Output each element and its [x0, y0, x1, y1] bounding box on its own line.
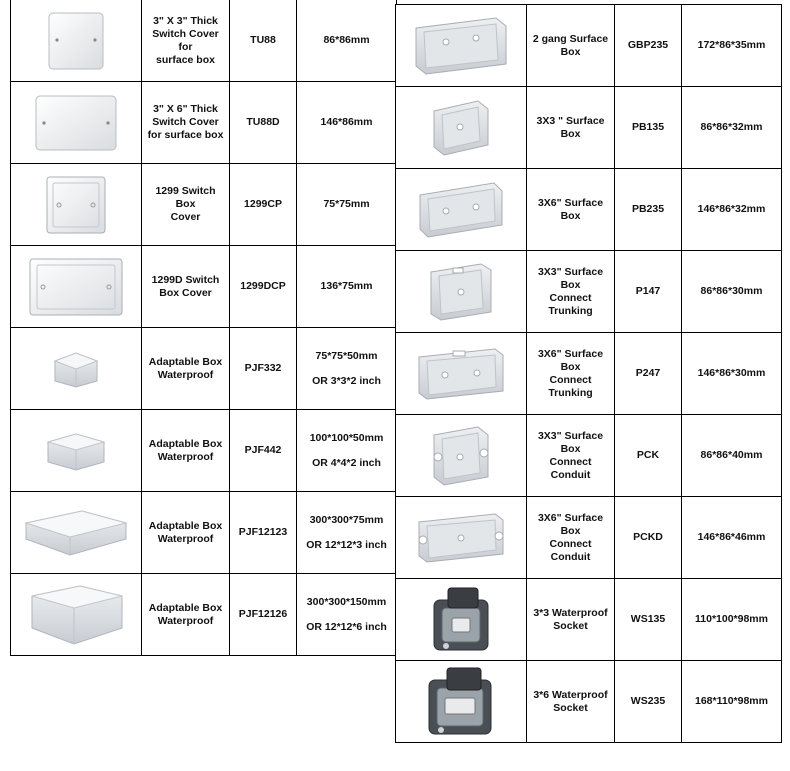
- left-row: [11, 328, 397, 410]
- right-row: [396, 169, 782, 251]
- product-size: [682, 87, 782, 169]
- product-name-line: 3X6" Surface: [537, 196, 604, 209]
- left-row: [11, 82, 397, 164]
- product-size-line: 86*86*40mm: [700, 449, 763, 461]
- product-size: [682, 661, 782, 743]
- product-name: [142, 164, 230, 246]
- product-code: PJF442: [230, 410, 297, 492]
- left-row: [11, 492, 397, 574]
- product-code: P147: [615, 251, 682, 333]
- product-size: [297, 0, 397, 82]
- product-name: [527, 5, 615, 87]
- product-name-line: 3X6" Surface: [537, 511, 604, 524]
- product-name: [527, 87, 615, 169]
- product-code: PCKD: [615, 497, 682, 579]
- adaptable-box-medium-image: [11, 410, 142, 492]
- product-size-line: 86*86*30mm: [700, 285, 763, 297]
- product-size-line: 146*86mm: [320, 116, 373, 128]
- product-name-line: 3X6" Surface: [537, 347, 604, 360]
- product-name-line: 1299D Switch: [151, 273, 220, 286]
- product-size-line: 75*75*50mm: [315, 349, 378, 362]
- waterproof-socket-single-image: [396, 579, 527, 661]
- product-size: [297, 410, 397, 492]
- product-name: [142, 492, 230, 574]
- product-size: [682, 251, 782, 333]
- product-name-line: Adaptable Box: [148, 601, 223, 614]
- conduit-box-rect-image: [396, 497, 527, 579]
- product-size-line: OR 12*12*6 inch: [306, 620, 387, 633]
- product-code: GBP235: [615, 5, 682, 87]
- product-code: PJF12123: [230, 492, 297, 574]
- product-name-line: Waterproof: [157, 532, 214, 545]
- product-name: [142, 574, 230, 656]
- product-name-line: 1299 Switch Box: [155, 185, 216, 210]
- product-size: [297, 328, 397, 410]
- product-name: [527, 661, 615, 743]
- adaptable-box-flat-image: [11, 492, 142, 574]
- product-size: [297, 246, 397, 328]
- product-name-line: 3X3" Surface: [537, 265, 604, 278]
- product-name-line: Connect Conduit: [549, 455, 592, 481]
- product-size-line: 146*86*32mm: [697, 203, 766, 215]
- right-row: [396, 579, 782, 661]
- box-cover-square-image: [11, 164, 142, 246]
- product-size-line: 146*86*46mm: [697, 531, 766, 543]
- product-name-line: Box: [560, 127, 581, 140]
- right-product-table: [395, 4, 782, 743]
- product-name: [527, 415, 615, 497]
- product-size-line: OR 4*4*2 inch: [312, 456, 381, 469]
- product-name: [527, 497, 615, 579]
- product-name-line: surface box: [156, 53, 215, 66]
- product-size-line: 168*110*98mm: [695, 695, 768, 707]
- product-code: TU88D: [230, 82, 297, 164]
- product-name: [142, 0, 230, 82]
- product-name-line: Connect Conduit: [549, 537, 592, 563]
- product-name-line: 3X3" Surface: [537, 429, 604, 442]
- product-name-line: Box: [560, 524, 581, 537]
- left-row: [11, 410, 397, 492]
- product-name-line: 3*3 Waterproof: [533, 606, 608, 619]
- product-size-line: 300*300*150mm: [306, 595, 387, 608]
- product-size: [682, 579, 782, 661]
- product-name: [527, 579, 615, 661]
- right-row: [396, 87, 782, 169]
- product-size-line: OR 12*12*3 inch: [306, 538, 387, 551]
- product-code: WS135: [615, 579, 682, 661]
- product-name-line: Box Cover: [159, 286, 212, 299]
- conduit-box-square-image: [396, 415, 527, 497]
- product-name-line: for surface box: [147, 129, 224, 141]
- product-size: [682, 497, 782, 579]
- product-name-line: Trunking: [548, 304, 593, 317]
- product-name-line: Cover: [170, 211, 201, 223]
- product-name-line: Box: [560, 278, 581, 291]
- product-name-line: 3" X 3" Thick: [153, 14, 218, 27]
- product-name-line: Box: [560, 360, 581, 373]
- product-name-line: 3" X 6" Thick: [153, 103, 218, 115]
- right-row: [396, 415, 782, 497]
- product-name-line: Trunking: [548, 386, 593, 399]
- trunking-box-rect-image: [396, 333, 527, 415]
- product-size: [297, 164, 397, 246]
- product-size: [297, 82, 397, 164]
- surface-box-rect-image: [396, 169, 527, 251]
- surface-box-2gang-image: [396, 5, 527, 87]
- product-size: [682, 415, 782, 497]
- right-row: [396, 251, 782, 333]
- left-product-table: [10, 0, 397, 656]
- product-name: [527, 169, 615, 251]
- product-size-line: OR 3*3*2 inch: [312, 374, 381, 387]
- left-row: [11, 0, 397, 82]
- product-name: [142, 328, 230, 410]
- product-code: PCK: [615, 415, 682, 497]
- product-name-line: Box: [560, 45, 581, 58]
- left-row: [11, 164, 397, 246]
- product-code: PJF12126: [230, 574, 297, 656]
- right-row: [396, 333, 782, 415]
- product-size: [297, 574, 397, 656]
- product-name: [142, 82, 230, 164]
- right-row: [396, 497, 782, 579]
- product-name-line: Switch Cover for: [152, 27, 219, 53]
- adaptable-box-deep-image: [11, 574, 142, 656]
- product-size-line: 110*100*98mm: [695, 613, 768, 625]
- switch-cover-rect-image: [11, 82, 142, 164]
- product-size: [682, 169, 782, 251]
- waterproof-socket-double-image: [396, 661, 527, 743]
- switch-cover-square-image: [11, 0, 142, 82]
- right-row: [396, 5, 782, 87]
- product-name-line: Adaptable Box: [148, 437, 223, 450]
- product-size-line: 86*86*32mm: [700, 121, 763, 133]
- product-name: [527, 251, 615, 333]
- product-name-line: Box: [560, 442, 581, 455]
- product-name-line: Switch Cover: [152, 116, 219, 128]
- product-size-line: 100*100*50mm: [309, 431, 384, 444]
- product-name-line: Waterproof: [157, 450, 214, 463]
- product-code: PB235: [615, 169, 682, 251]
- product-name-line: 3X3 " Surface: [536, 114, 605, 127]
- product-size-line: 75*75mm: [323, 198, 370, 210]
- product-name-line: 3*6 Waterproof: [533, 688, 608, 701]
- product-name-line: 2 gang Surface: [532, 32, 609, 45]
- product-code: TU88: [230, 0, 297, 82]
- product-size-line: 172*86*35mm: [697, 39, 766, 51]
- trunking-box-square-image: [396, 251, 527, 333]
- product-name-line: Connect: [549, 373, 592, 386]
- product-code: WS235: [615, 661, 682, 743]
- product-code: 1299CP: [230, 164, 297, 246]
- left-row: [11, 574, 397, 656]
- product-size-line: 300*300*75mm: [309, 513, 384, 526]
- left-row: [11, 246, 397, 328]
- product-code: PB135: [615, 87, 682, 169]
- product-name: [142, 410, 230, 492]
- product-name-line: Adaptable Box: [148, 519, 223, 532]
- product-name-line: Adaptable Box: [148, 355, 223, 368]
- product-size-line: 146*86*30mm: [697, 367, 766, 379]
- product-code: PJF332: [230, 328, 297, 410]
- right-row: [396, 661, 782, 743]
- product-name: [142, 246, 230, 328]
- product-name-line: Socket: [553, 701, 588, 714]
- product-size-line: 136*75mm: [320, 280, 373, 292]
- product-name-line: Socket: [553, 619, 588, 632]
- product-size: [682, 333, 782, 415]
- box-cover-rect-image: [11, 246, 142, 328]
- product-name-line: Connect: [549, 291, 592, 304]
- product-name-line: Waterproof: [157, 614, 214, 627]
- product-name: [527, 333, 615, 415]
- product-size: [682, 5, 782, 87]
- product-name-line: Waterproof: [157, 368, 214, 381]
- surface-box-square-image: [396, 87, 527, 169]
- product-size-line: 86*86mm: [323, 34, 370, 46]
- product-name-line: Box: [560, 209, 581, 222]
- product-size: [297, 492, 397, 574]
- product-code: 1299DCP: [230, 246, 297, 328]
- product-code: P247: [615, 333, 682, 415]
- adaptable-box-small-image: [11, 328, 142, 410]
